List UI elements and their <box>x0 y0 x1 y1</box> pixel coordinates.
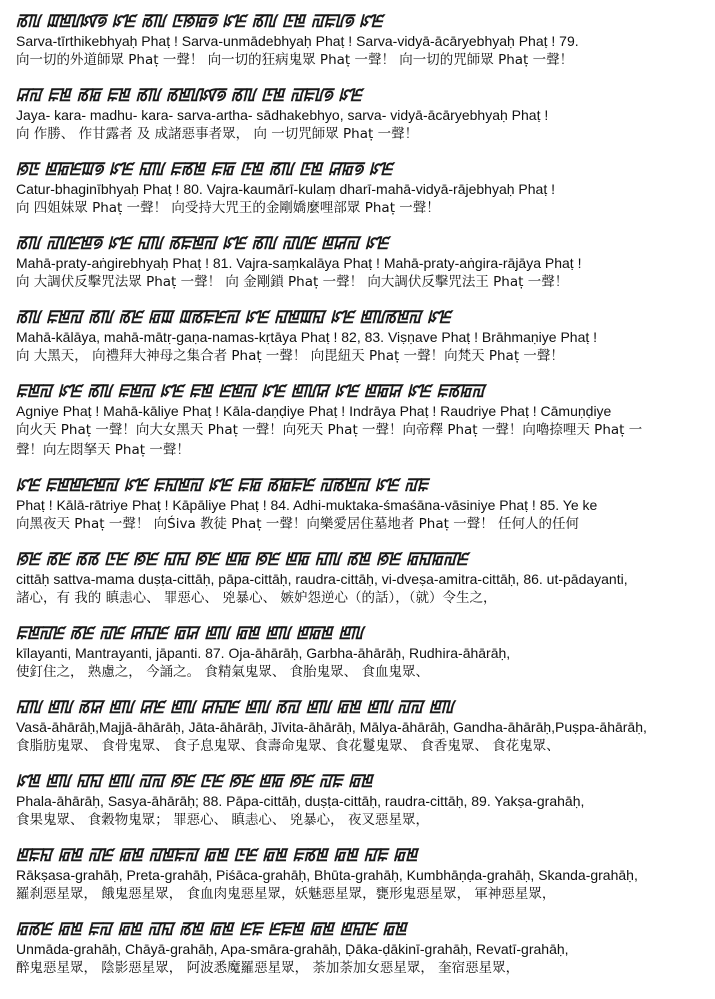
chinese-translation: 向 四姐妹眾 Phaṭ 一聲！ 向受持大咒王的金剛嬌麼哩部眾 Phaṭ 一聲！ <box>16 200 440 216</box>
transliteration: cittāḥ sattva-mama duṣṭa-cittāḥ, pāpa-cittāḥ, raudra-cittāḥ, vi-dveṣa-amitra-cittāḥ, 86. ut-pādayanti, <box>16 571 628 587</box>
transliteration: Agniye Phaṭ ! Mahā-kāliye Phaṭ ! Kāla-daṇḍiye Phaṭ ! Indrāya Phaṭ ! Raudriye Phaṭ ! Cāmuṇḍiye <box>16 403 612 419</box>
siddham-script: ꡂꡏꡈ ꡂꡁ ꡀꡌ ꡂꡁ ꡌꡎ ꡏꡁ ꡂꡁ ꡈꡀ ꡈꡀꡁ ꡂꡁ ꡁꡎꡈ ꡂꡁ <box>16 919 407 939</box>
verse-13 <box>16 918 706 978</box>
verse-4 <box>16 232 706 292</box>
chinese-translation: 向 作勝、 作甘露者 及 成諸惡事者眾， 向 一切咒師眾 Phaṭ 一聲！ <box>16 126 419 142</box>
verse-8 <box>16 548 706 608</box>
chinese-translation: 向火天 Phaṭ 一聲！向大女黑天 Phaṭ 一聲！向死天 Phaṭ 一聲！向帝釋 Phaṭ 一聲！向嚕捺哩天 Phaṭ 一 <box>16 422 643 438</box>
transliteration: kīlayanti, Mantrayanti, jāpanti. 87. Oja-āhārāḥ, Garbha-āhārāḥ, Rudhira-āhārāḥ, <box>16 645 511 661</box>
siddham-script: ꡜꡈ ꡀꡁꡁꡈꡁꡌ ꡜꡈ ꡀꡎꡁꡌ ꡜꡈ ꡀꡂ ꡏꡂꡀꡈ ꡌꡏꡁꡌ ꡜꡈ ꡌꡀ <box>16 475 429 495</box>
siddham-script: ꡒꡌ ꡀꡁ ꡏꡂ ꡀꡁ ꡏꡃ ꡏꡁꡦꡤꡟ ꡏꡃ ꡇꡁ ꡌꡀꡦꡟ ꡜꡈ <box>16 85 362 105</box>
siddham-script: ꡁꡀꡎ ꡂꡁ ꡌꡈ ꡂꡁ ꡌꡁꡀꡌ ꡂꡁ ꡇꡈ ꡂꡁ ꡀꡏꡁ ꡂꡁ ꡎꡀ ꡂꡁ <box>16 845 418 865</box>
transliteration: Jaya- kara- madhu- kara- sarva-artha- sādhakebhyo, sarva- vidyā-ācāryebhyaḥ Phaṭ ! <box>16 107 549 123</box>
siddham-script: ꡏꡃ ꡀꡁꡌ ꡏꡃ ꡏꡈ ꡂꡉ ꡉꡏꡀꡈꡌ ꡜꡈ ꡎꡁꡉꡎ ꡜꡈ ꡁꡃꡏꡁꡌ ꡜꡈ <box>16 307 451 327</box>
chinese-translation: 食脂肪鬼眾、 食骨鬼眾、 食子息鬼眾、食壽命鬼眾、食花鬘鬼眾、 食香鬼眾、 食花鬼眾、 <box>16 738 560 754</box>
siddham-script: ꡐꡇ ꡁꡂꡈꡉꡟ ꡜꡈ ꡎꡃ ꡀꡏꡁ ꡀꡂ ꡇꡁ ꡏꡃ ꡇꡁ ꡒꡂꡟ ꡜꡈ <box>16 159 393 179</box>
siddham-script: ꡀꡁꡌꡈ ꡏꡈ ꡌꡈ ꡒꡎꡈ ꡂꡒ ꡁꡃ ꡂꡁ ꡁꡃ ꡁꡂꡁ ꡁꡃ <box>16 623 364 643</box>
siddham-script: ꡜꡁ ꡁꡃ ꡎꡎ ꡁꡃ ꡌꡌ ꡐꡈ ꡇꡈ ꡐꡈ ꡁꡂ ꡐꡈ ꡌꡀ ꡂꡁ <box>16 771 373 791</box>
chinese-translation: 使釘住之， 熟慮之， 今誦之。 食精氣鬼眾、 食胎鬼眾、 食血鬼眾、 <box>16 664 429 680</box>
siddham-script: ꡐꡈ ꡏꡈ ꡏꡏ ꡇꡈ ꡐꡈ ꡎꡎ ꡐꡈ ꡁꡂ ꡐꡈ ꡁꡂ ꡎꡃ ꡏꡁ ꡐꡈ ꡂꡎꡂꡌꡈ <box>16 549 468 569</box>
siddham-script: ꡏꡃ ꡉꡁꡦꡤꡟ ꡜꡈ ꡏꡃ ꡇꡐꡂꡟ ꡜꡈ ꡏꡃ ꡇꡁ ꡌꡀꡦꡟ ꡜꡈ <box>16 11 383 31</box>
siddham-script: ꡀꡁꡌ ꡜꡈ ꡏꡃ ꡀꡁꡌ ꡜꡈ ꡀꡁ ꡈꡁꡌ ꡜꡈ ꡁꡃꡒ ꡜꡈ ꡁꡂꡒ ꡜꡈ ꡀꡏꡂꡌ <box>16 381 485 401</box>
verse-11 <box>16 770 706 830</box>
verse-5 <box>16 306 706 366</box>
chinese-translation: 食果鬼眾、 食穀物鬼眾； 罪惡心、 瞋恚心、 兇暴心， 夜叉惡星眾， <box>16 812 429 828</box>
transliteration: Mahā-praty-aṅgirebhyaḥ Phaṭ ! 81. Vajra-saṃkalāya Phaṭ ! Mahā-praty-aṅgira-rājāya Phaṭ ! <box>16 255 582 271</box>
verse-2 <box>16 84 706 144</box>
chinese-translation: 向 大黑天， 向禮拜大神母之集合者 Phaṭ 一聲！ 向毘紐天 Phaṭ 一聲！向梵天 Phaṭ 一聲！ <box>16 348 564 364</box>
chinese-translation: 醉鬼惡星眾， 陰影惡星眾， 阿波悉魔羅惡星眾， 荼加荼加女惡星眾， 奎宿惡星眾， <box>16 960 520 976</box>
chinese-translation: 向黑夜天 Phaṭ 一聲！ 向Śiva 教徒 Phaṭ 一聲！向樂愛居住墓地者 Phaṭ 一聲！ 任何人的任何 <box>16 516 579 532</box>
transliteration: Catur-bhaginībhyaḥ Phaṭ ! 80. Vajra-kaumārī-kulaṃ dharī-mahā-vidyā-rājebhyaḥ Phaṭ ! <box>16 181 556 197</box>
verse-6 <box>16 380 706 460</box>
chinese-translation: 聲！向左悶拏天 Phaṭ 一聲！ <box>16 442 190 458</box>
siddham-script: ꡎꡃ ꡁꡃ ꡏꡒ ꡁꡃ ꡒꡈ ꡁꡃ ꡒꡎꡈ ꡁꡃ ꡏꡌ ꡁꡃ ꡂꡁ ꡁꡃ ꡌꡌ ꡁꡃ <box>16 697 454 717</box>
siddham-script: ꡏꡃ ꡌꡦꡈꡁꡟ ꡜꡈ ꡎꡃ ꡏꡀꡁꡌ ꡜꡈ ꡏꡃ ꡌꡦꡈ ꡁꡒꡌ ꡜꡈ <box>16 233 389 253</box>
transliteration: Sarva-tīrthikebhyaḥ Phaṭ ! Sarva-unmādebhyaḥ Phaṭ ! Sarva-vidyā-ācāryebhyaḥ Phaṭ ! 79. <box>16 33 579 49</box>
transliteration: Mahā-kālāya, mahā-mātṛ-gaṇa-namas-kṛtāya Phaṭ ! 82, 83. Viṣṇave Phaṭ ! Brāhmaṇiye Phaṭ ! <box>16 329 598 345</box>
verse-3 <box>16 158 706 218</box>
transliteration: Phala-āhārāḥ, Sasya-āhārāḥ; 88. Pāpa-cittāḥ, duṣṭa-cittāḥ, raudra-cittāḥ, 89. Yakṣa-grahāḥ, <box>16 793 585 809</box>
verse-7 <box>16 474 706 534</box>
chinese-translation: 向一切的外道師眾 Phaṭ 一聲！ 向一切的狂病鬼眾 Phaṭ 一聲！ 向一切的咒師眾 Phaṭ 一聲！ <box>16 52 574 68</box>
chinese-translation: 羅刹惡星眾， 餓鬼惡星眾， 食血肉鬼惡星眾，妖魅惡星眾，甕形鬼惡星眾， 軍神惡星眾， <box>16 886 556 902</box>
transliteration: Rākṣasa-grahāḥ, Preta-grahāḥ, Piśāca-grahāḥ, Bhūta-grahāḥ, Kumbhāṇḍa-grahāḥ, Skanda-grahāḥ, <box>16 867 638 883</box>
verse-12 <box>16 844 706 904</box>
chinese-translation: 向 大調伏反擊咒法眾 Phaṭ 一聲！ 向 金剛鎖 Phaṭ 一聲！ 向大調伏反擊咒法王 Phaṭ 一聲！ <box>16 274 569 290</box>
verse-10 <box>16 696 706 756</box>
transliteration: Unmāda-grahāḥ, Chāyā-grahāḥ, Apa-smāra-grahāḥ, Ḍāka-ḍākinī-grahāḥ, Revatī-grahāḥ, <box>16 941 569 957</box>
verse-1 <box>16 10 706 70</box>
transliteration: Vasā-āhārāḥ,Majjā-āhārāḥ, Jāta-āhārāḥ, Jīvita-āhārāḥ, Mālya-āhārāḥ, Gandha-āhārāḥ,Puṣpa-āhārāḥ, <box>16 719 647 735</box>
verse-9 <box>16 622 706 682</box>
transliteration: Phaṭ ! Kālā-rātriye Phaṭ ! Kāpāliye Phaṭ ! 84. Adhi-muktaka-śmaśāna-vāsiniye Phaṭ ! 85. Ye ke <box>16 497 598 513</box>
chinese-translation: 諸心，有 我的 瞋恚心、 罪惡心、 兇暴心、 嫉妒怨逆心（的話），（就）令生之， <box>16 590 497 606</box>
